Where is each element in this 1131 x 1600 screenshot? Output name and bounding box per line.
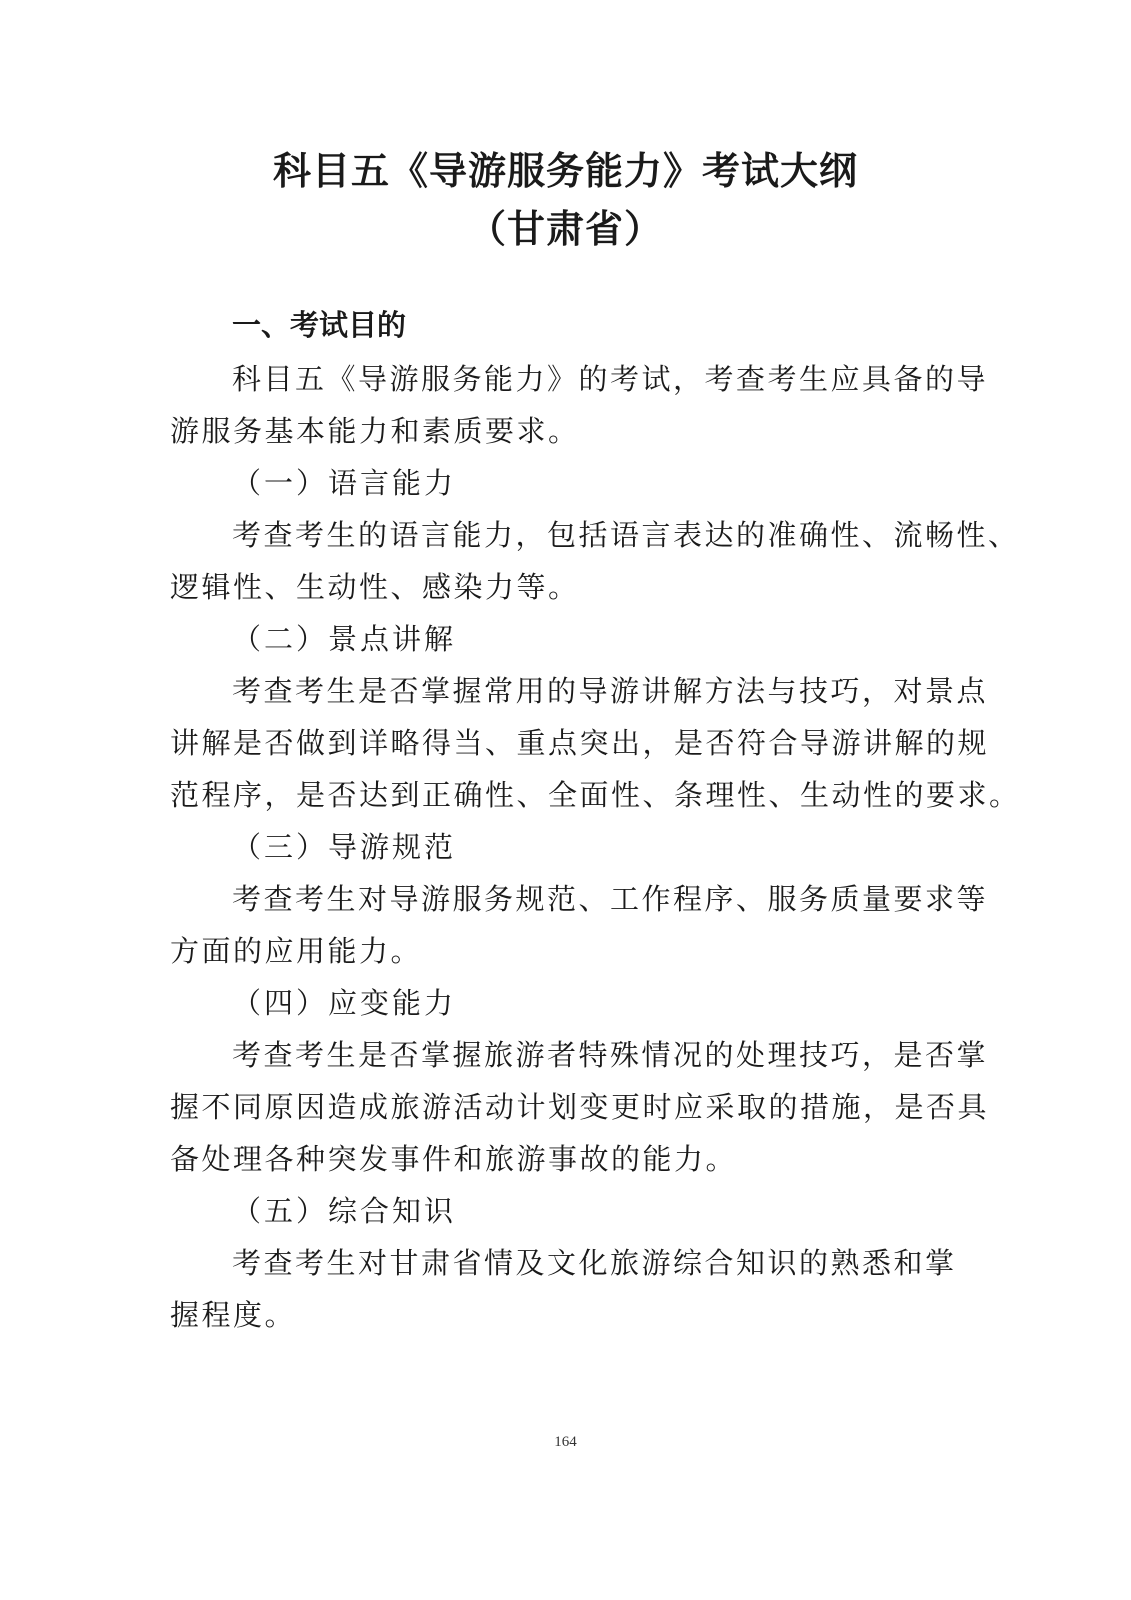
item-heading-1: （一）语言能力 xyxy=(232,466,457,500)
item-2-line-3: 范程序，是否达到正确性、全面性、条理性、生动性的要求。 xyxy=(170,778,1021,812)
item-1-line-2: 逻辑性、生动性、感染力等。 xyxy=(170,570,580,604)
section-heading: 一、考试目的 xyxy=(232,308,407,342)
page-number: 164 xyxy=(554,1434,577,1450)
item-heading-3: （三）导游规范 xyxy=(232,830,457,864)
item-4-line-3: 备处理各种突发事件和旅游事故的能力。 xyxy=(170,1142,738,1176)
item-3-line-1: 考查考生对导游服务规范、工作程序、服务质量要求等 xyxy=(232,882,989,916)
intro-line-2: 游服务基本能力和素质要求。 xyxy=(170,414,580,448)
document-title: 科目五《导游服务能力》考试大纲 xyxy=(272,149,858,193)
item-heading-2: （二）景点讲解 xyxy=(232,622,457,656)
item-2-line-1: 考查考生是否掌握常用的导游讲解方法与技巧，对景点 xyxy=(232,674,989,708)
item-3-line-2: 方面的应用能力。 xyxy=(170,934,423,968)
item-heading-5: （五）综合知识 xyxy=(232,1194,457,1228)
item-heading-4: （四）应变能力 xyxy=(232,986,457,1020)
item-1-line-1: 考查考生的语言能力，包括语言表达的准确性、流畅性、 xyxy=(232,518,1020,552)
item-5-line-1: 考查考生对甘肃省情及文化旅游综合知识的熟悉和掌 xyxy=(232,1246,957,1280)
item-4-line-1: 考查考生是否掌握旅游者特殊情况的处理技巧，是否掌 xyxy=(232,1038,989,1072)
item-5-line-2: 握程度。 xyxy=(170,1298,297,1332)
item-4-line-2: 握不同原因造成旅游活动计划变更时应采取的措施，是否具 xyxy=(170,1090,990,1124)
intro-line-1: 科目五《导游服务能力》的考试，考查考生应具备的导 xyxy=(232,362,989,396)
item-2-line-2: 讲解是否做到详略得当、重点突出，是否符合导游讲解的规 xyxy=(170,726,990,760)
document-subtitle: （甘肃省） xyxy=(467,207,663,251)
